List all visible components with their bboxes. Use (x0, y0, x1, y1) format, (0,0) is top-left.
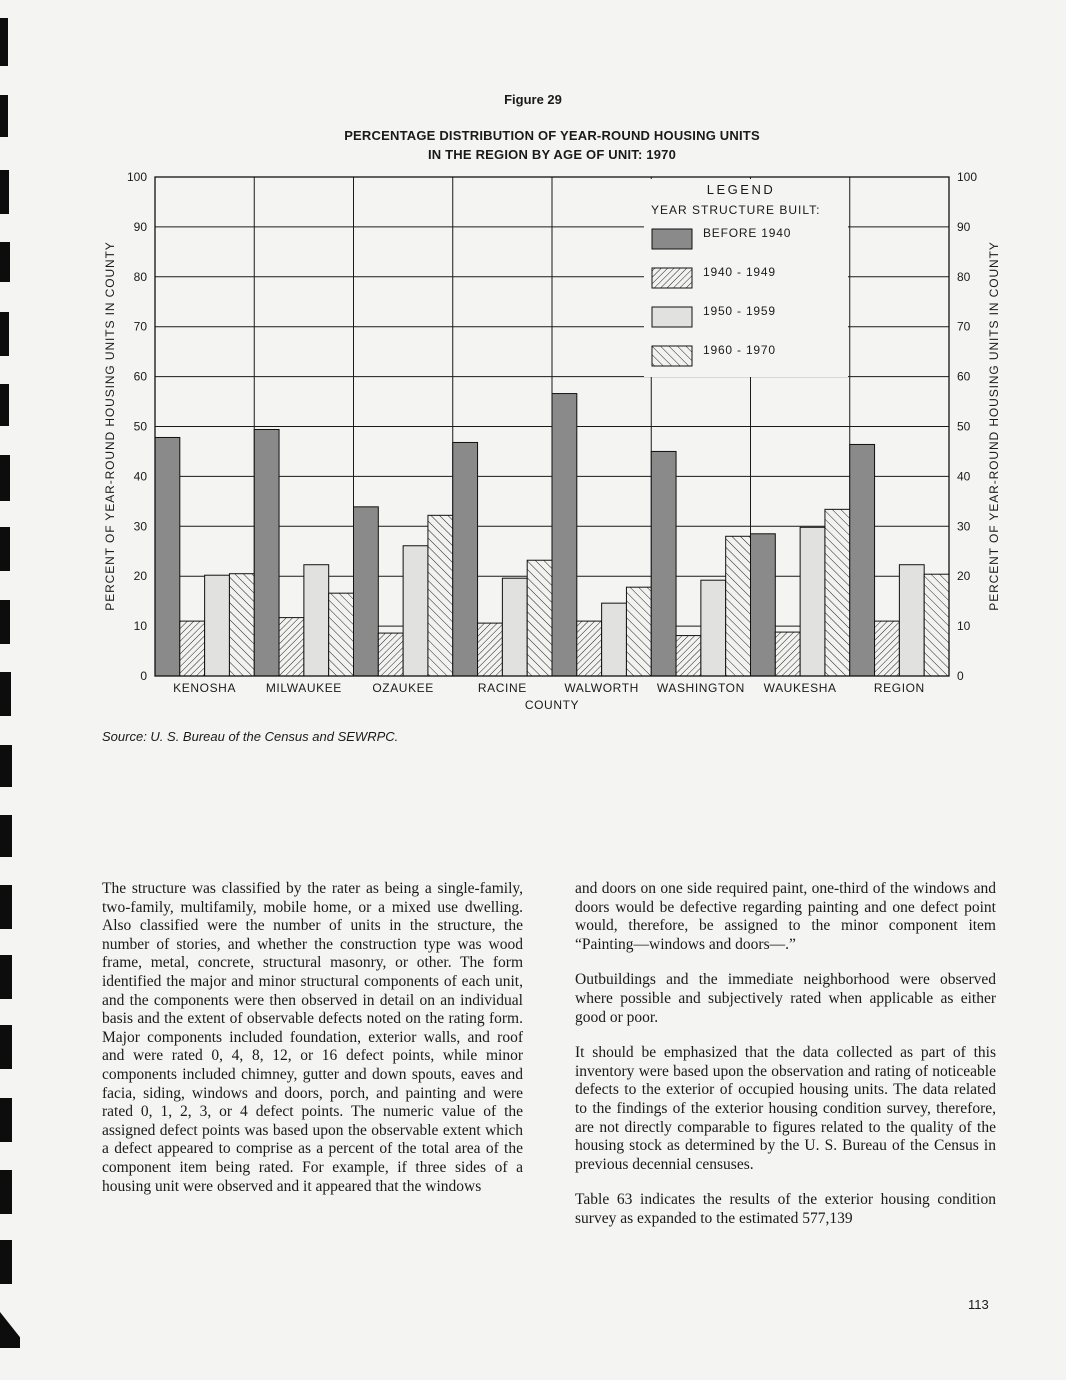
y-tick-label-right: 30 (957, 519, 971, 534)
bar-waukesha-1950-1959 (800, 527, 825, 676)
body-right-column (575, 880, 996, 1246)
y-tick-label-right: 70 (957, 319, 971, 334)
y-tick-label-right: 90 (957, 219, 971, 234)
legend-swatch (652, 346, 692, 366)
bar-kenosha-1940-1949 (180, 621, 205, 676)
y-tick-label-left: 100 (126, 170, 147, 184)
y-tick-label-left: 70 (133, 319, 147, 334)
legend-subtitle: YEAR STRUCTURE BUILT: (651, 203, 821, 217)
bar-ozaukee-before1940 (354, 507, 379, 676)
x-tick-label: REGION (873, 681, 925, 695)
legend-swatch (652, 268, 692, 288)
body-paragraph: The structure was classified by the rater as being a single-family, two-family, multifamily, mobile home, or a mixed use dwelling. Also classified were the number of units in the structure, the number of stories, and whether the construction type was wood frame, metal, concrete, structural masonry, or other. The form identified the major and minor structural components of each unit, and the components were then observed in detail on an individual basis and the extent of observable defects noted on the rating form. Major components included foundation, exterior walls, and roof and were rated 0, 4, 8, 12, or 16 defect points, while minor components included chimney, gutter and down spouts, eaves and facia, siding, windows and doors, porch, and painting and were rated 0, 1, 2, 3, or 4 defect points. The numeric value of the assigned defect points was based upon the observable extent which a defect appeared to comprise as a percent of the total area of the component item being rated. For example, if three sides of a housing unit were observed and it appeared that the windows (102, 880, 523, 1195)
bar-waukesha-1960-1970 (825, 509, 850, 676)
bar-washington-1950-1959 (701, 580, 726, 676)
bar-region-1940-1949 (875, 621, 900, 676)
bar-region-1960-1970 (924, 574, 949, 676)
bar-kenosha-1960-1970 (229, 574, 254, 676)
bar-waukesha-1940-1949 (775, 632, 800, 676)
bar-walworth-1960-1970 (626, 587, 651, 676)
y-tick-label-right: 80 (957, 269, 971, 284)
body-paragraph: Table 63 indicates the results of the exterior housing condition survey as expanded to the estimated 577,139 (575, 1191, 996, 1227)
bar-washington-1960-1970 (726, 536, 751, 676)
bar-washington-before1940 (651, 451, 676, 676)
bar-kenosha-before1940 (155, 437, 180, 676)
y-tick-label-right: 20 (957, 569, 971, 584)
source-note: Source: U. S. Bureau of the Census and SEWRPC. (102, 729, 399, 744)
bar-milwaukee-1940-1949 (279, 618, 304, 676)
bar-ozaukee-1950-1959 (403, 546, 428, 676)
y-axis-label-right: PERCENT OF YEAR-ROUND HOUSING UNITS IN COUNTY (987, 241, 1001, 611)
y-tick-label-right: 50 (957, 419, 971, 434)
y-tick-label-right: 0 (957, 669, 964, 683)
chart-title-line-2: IN THE REGION BY AGE OF UNIT: 1970 (427, 147, 677, 162)
bar-walworth-1940-1949 (577, 621, 602, 676)
bar-ozaukee-1940-1949 (378, 633, 403, 676)
body-paragraph: Outbuildings and the immediate neighborhood were observed where possible and subjectively rated when applicable as either good or poor. (575, 971, 996, 1026)
legend-swatch (652, 307, 692, 327)
legend-label: 1950 - 1959 (703, 304, 776, 318)
body-paragraph: It should be emphasized that the data collected as part of this inventory were based upon the observation and rating of noticeable defects to the exterior of occupied housing units. The data related to the findings of the exterior housing condition survey, therefore, are not directly comparable to figures related to the quality of the housing stock as determined by the U. S. Bureau of the Census in previous decennial censuses. (575, 1044, 996, 1173)
bar-milwaukee-1950-1959 (304, 565, 329, 676)
x-tick-label: RACINE (477, 681, 527, 695)
legend-swatch (652, 229, 692, 249)
legend-title: LEGEND (706, 182, 776, 197)
y-tick-label-right: 10 (957, 619, 971, 634)
figure-label: Figure 29 (504, 92, 562, 107)
bar-washington-1940-1949 (676, 636, 701, 676)
bar-ozaukee-1960-1970 (428, 515, 453, 676)
bar-waukesha-before1940 (751, 534, 776, 676)
x-tick-label: KENOSHA (173, 681, 237, 695)
y-tick-label-left: 40 (133, 469, 147, 484)
page-number: 113 (968, 1297, 989, 1312)
legend-label: 1940 - 1949 (703, 265, 776, 279)
y-tick-label-left: 30 (133, 519, 147, 534)
x-tick-label: WAUKESHA (763, 681, 837, 695)
legend-label: 1960 - 1970 (703, 343, 776, 357)
y-tick-label-left: 50 (133, 419, 147, 434)
bar-kenosha-1950-1959 (205, 575, 230, 676)
y-tick-label-left: 60 (133, 369, 147, 384)
y-tick-label-left: 10 (133, 619, 147, 634)
y-tick-label-right: 60 (957, 369, 971, 384)
chart-title-line-1: PERCENTAGE DISTRIBUTION OF YEAR-ROUND HOUSING UNITS (344, 128, 760, 143)
y-tick-label-left: 80 (133, 269, 147, 284)
y-tick-label-right: 100 (957, 170, 978, 184)
bar-region-1950-1959 (899, 565, 924, 676)
y-axis-label-left: PERCENT OF YEAR-ROUND HOUSING UNITS IN COUNTY (103, 241, 117, 611)
x-tick-label: OZAUKEE (372, 681, 434, 695)
bar-milwaukee-1960-1970 (329, 593, 354, 676)
bar-walworth-before1940 (552, 394, 577, 676)
y-tick-label-left: 20 (133, 569, 147, 584)
bar-walworth-1950-1959 (602, 603, 627, 676)
bar-milwaukee-before1940 (254, 429, 279, 676)
x-tick-label: WALWORTH (564, 681, 639, 695)
y-tick-label-left: 90 (133, 219, 147, 234)
bar-racine-1960-1970 (527, 560, 552, 676)
bar-region-before1940 (850, 444, 875, 676)
body-left-column (102, 880, 523, 1213)
body-paragraph: and doors on one side required paint, one-third of the windows and doors would be defective regarding painting and one defect point would, therefore, be assigned to the minor component item “Painting—windows and doors—.” (575, 880, 996, 953)
x-axis-label: COUNTY (524, 698, 580, 712)
bar-racine-before1940 (453, 442, 478, 676)
x-tick-label: WASHINGTON (656, 681, 745, 695)
legend-label: BEFORE 1940 (703, 226, 792, 240)
y-tick-label-right: 40 (957, 469, 971, 484)
bar-racine-1950-1959 (502, 578, 527, 676)
bar-racine-1940-1949 (478, 623, 503, 676)
y-tick-label-left: 0 (140, 669, 147, 683)
x-tick-label: MILWAUKEE (265, 681, 342, 695)
